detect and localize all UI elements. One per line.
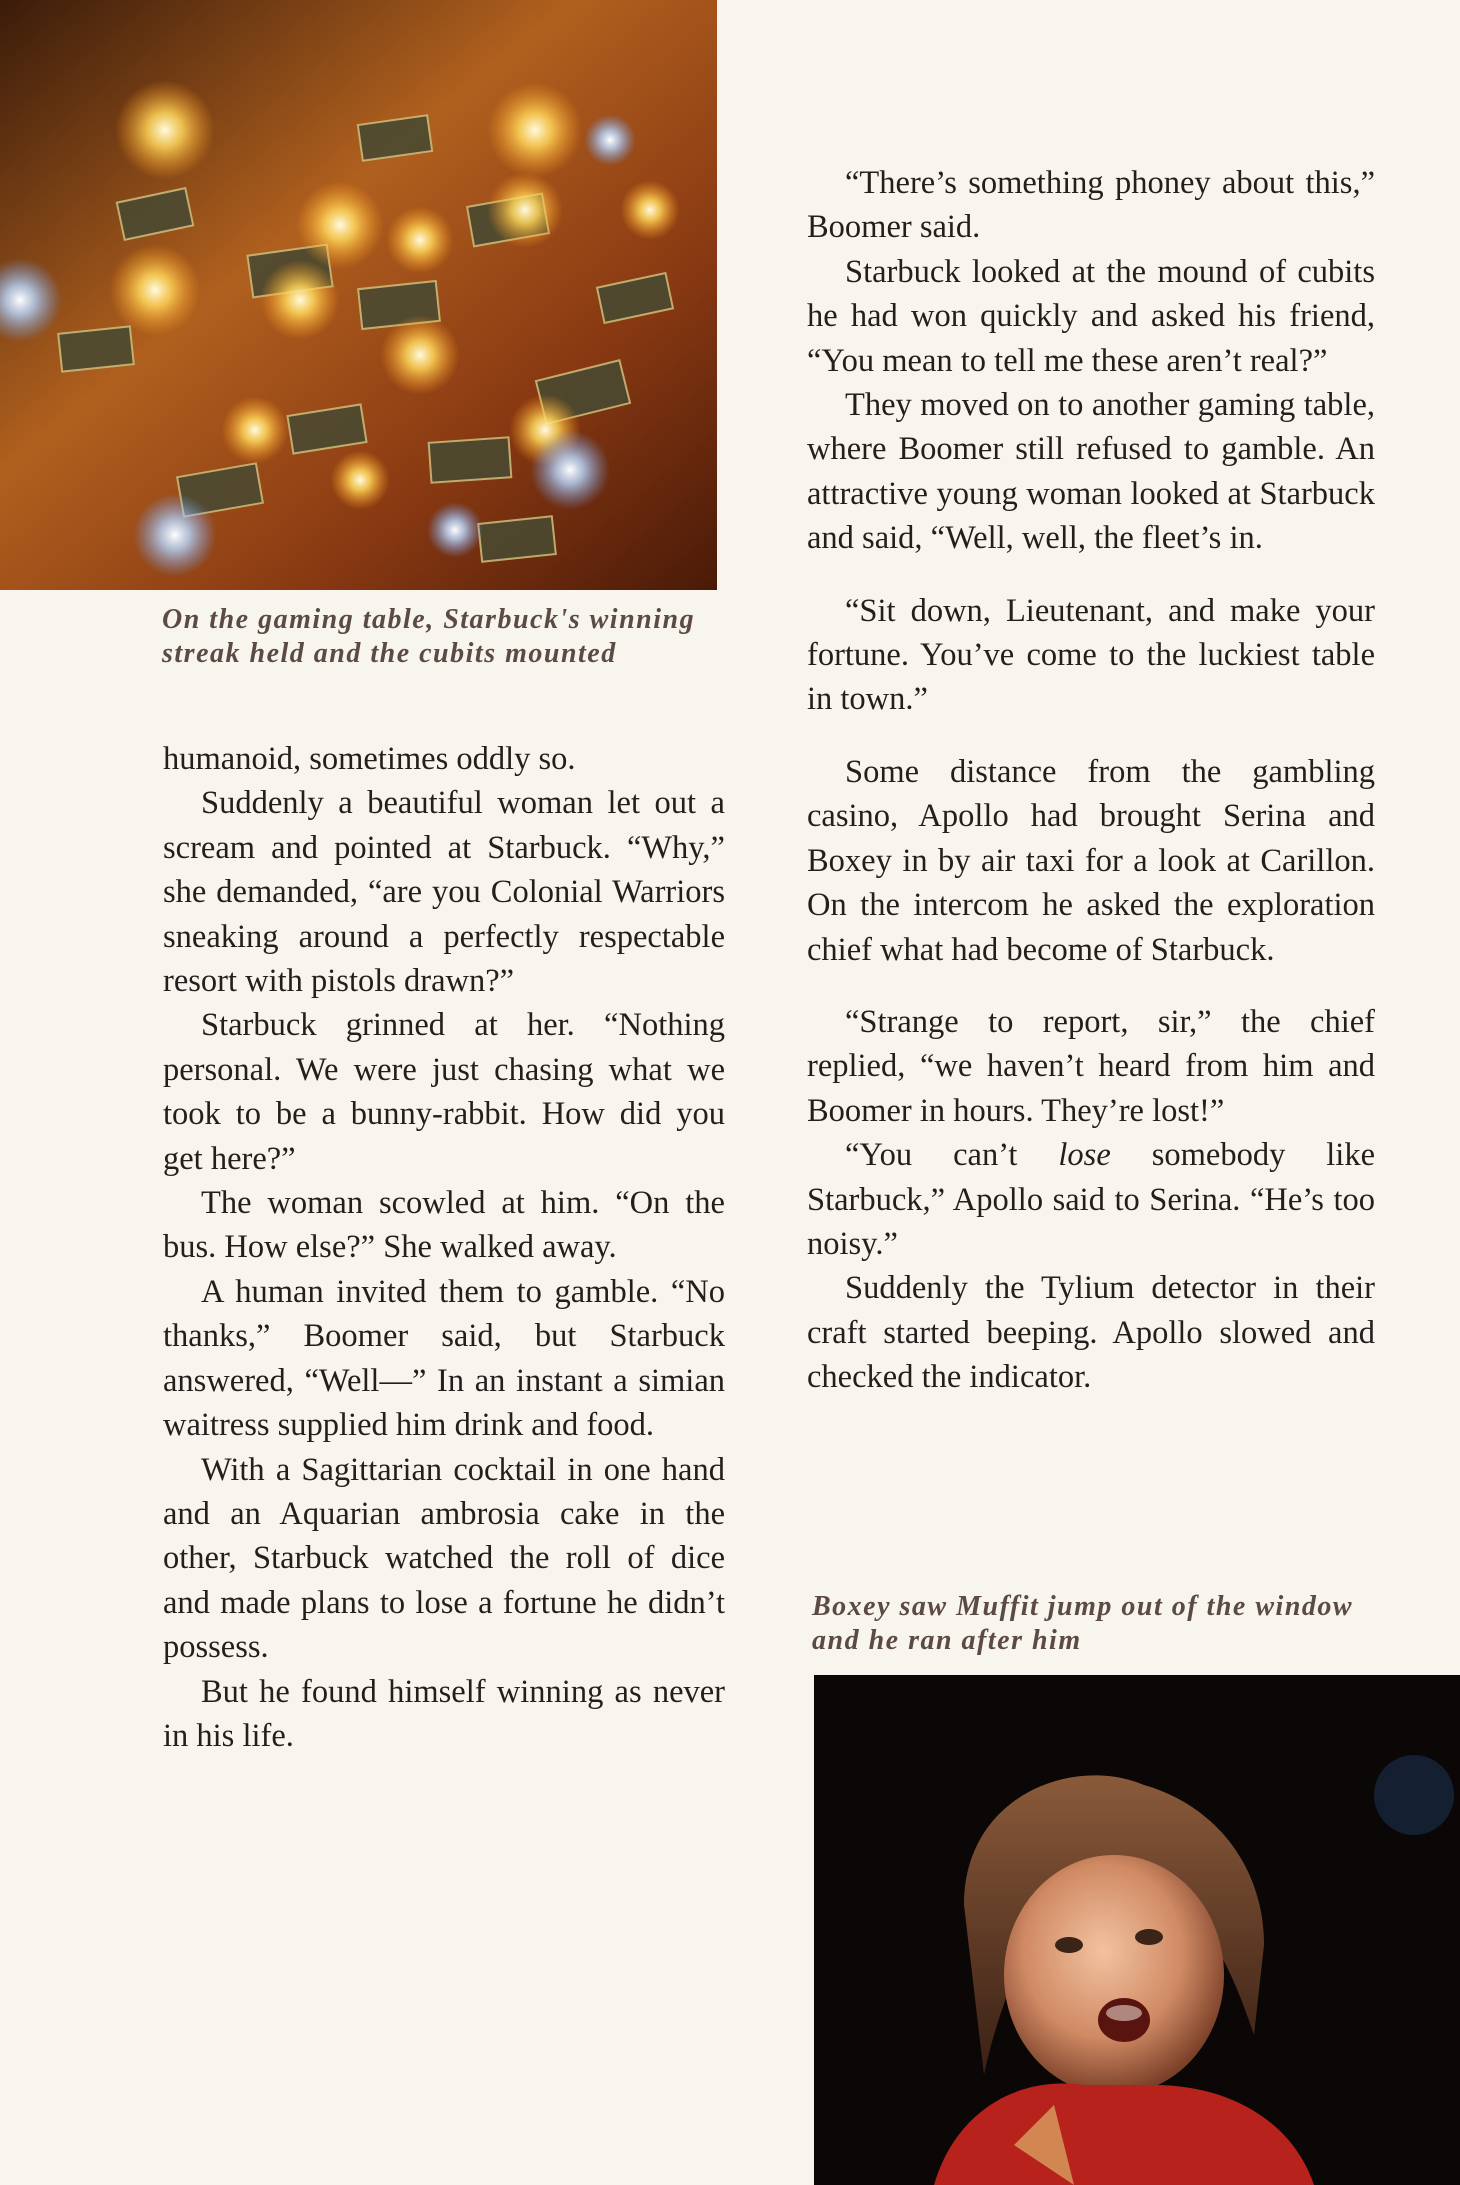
- gaming-table-photo: [0, 0, 717, 590]
- paragraph: Suddenly a beautiful woman let out a scream and pointed at Starbuck. “Why,” she demanded, “are you Colonial Warriors sneaking around a perfectly respectable resort with pistols drawn?”: [163, 785, 725, 1000]
- paragraph: “Strange to report, sir,” the chief replied, “we haven’t heard from him and Boomer in hours. They’re lost!”: [807, 1003, 1375, 1129]
- right-text-column: [807, 161, 1375, 1400]
- gaming-table-illustration: [0, 0, 717, 590]
- paragraph: The woman scowled at him. “On the bus. How else?” She walked away.: [163, 1185, 725, 1266]
- paragraph: They moved on to another gaming table, where Boomer still refused to gamble. An attractive young woman looked at Starbuck and said, “Well, well, the fleet’s in.: [807, 387, 1375, 557]
- paragraph-text: “You can’t: [845, 1137, 1059, 1174]
- left-text-column: [163, 737, 725, 1758]
- paragraph: “Sit down, Lieutenant, and make your fortune. You’ve come to the luckiest table in town.”: [807, 592, 1375, 718]
- paragraph: “There’s something phoney about this,” Boomer said.: [807, 165, 1375, 246]
- photo-caption-boxey: Boxey saw Muffit jump out of the window and he ran after him: [812, 1591, 1354, 1656]
- photo-caption-gaming-table: On the gaming table, Starbuck's winning streak held and the cubits mounted: [162, 604, 696, 669]
- paragraph: But he found himself winning as never in his life.: [163, 1673, 725, 1754]
- boxey-photo: [814, 1675, 1460, 2185]
- paragraph-text: somebody like Starbuck,” Apollo said to Serina. “He’s too noisy.”: [807, 1137, 1375, 1262]
- paragraph: Starbuck looked at the mound of cubits he had won quickly and asked his friend, “You mean to tell me these aren’t real?”: [807, 253, 1375, 379]
- paragraph: humanoid, sometimes oddly so.: [163, 741, 576, 777]
- paragraph: Starbuck grinned at her. “Nothing personal. We were just chasing what we took to be a bunny-rabbit. How did you get here?”: [163, 1007, 725, 1177]
- paragraph: Suddenly the Tylium detector in their craft started beeping. Apollo slowed and checked the indicator.: [807, 1270, 1375, 1396]
- boxey-illustration: [814, 1675, 1460, 2185]
- paragraph: With a Sagittarian cocktail in one hand and an Aquarian ambrosia cake in the other, Starbuck watched the roll of dice and made plans to lose a fortune he didn’t possess.: [163, 1451, 725, 1666]
- paragraph: Some distance from the gambling casino, Apollo had brought Serina and Boxey in by air taxi for a look at Carillon. On the intercom he asked the exploration chief what had become of Starbuck.: [807, 753, 1375, 968]
- paragraph: A human invited them to gamble. “No thanks,” Boomer said, but Starbuck answered, “Well—” In an instant a simian waitress supplied him drink and food.: [163, 1273, 725, 1444]
- paragraph: [807, 1133, 1375, 1266]
- emphasized-word: lose: [1058, 1137, 1111, 1174]
